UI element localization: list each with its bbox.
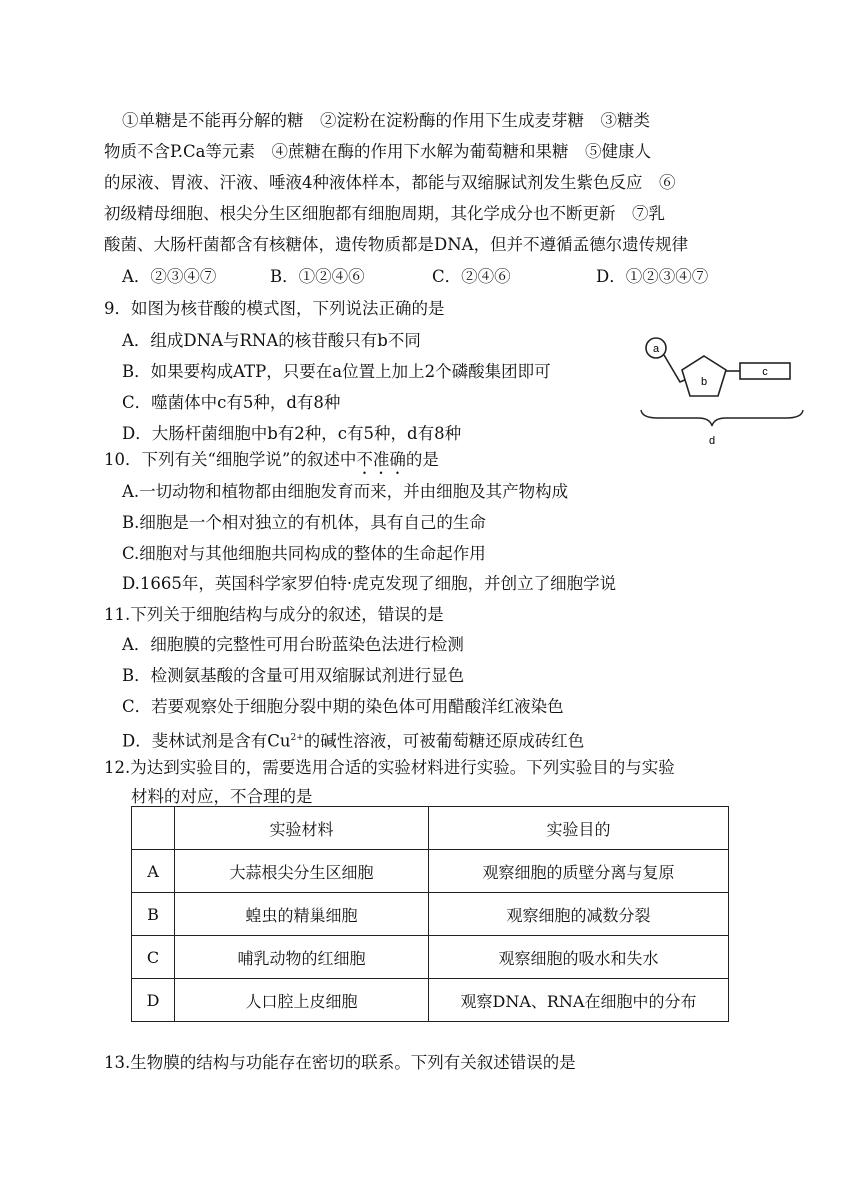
q11-option-d-superscript: 2+ [290, 733, 304, 743]
table-cell: C [132, 936, 175, 979]
experiment-table [131, 806, 729, 1022]
q9-option-d: D．大肠杆菌细胞中b有2种，c有5种，d有8种 [122, 424, 462, 443]
q8-option-a: A．②③④⑦ [122, 267, 217, 286]
q11-option-b: B．检测氨基酸的含量可用双缩脲试剂进行显色 [122, 666, 465, 685]
q11-option-a: A．细胞膜的完整性可用台盼蓝染色法进行检测 [122, 635, 464, 654]
q11-option-d [122, 727, 584, 753]
q8-statement-line-1: ①单糖是不能再分解的糖 ②淀粉在淀粉酶的作用下生成麦芽糖 ③糖类 [122, 111, 650, 130]
label-d: d [708, 435, 716, 447]
q10-stem-emphasis: 不准确 [356, 450, 406, 469]
table-cell: 观察细胞的减数分裂 [429, 893, 729, 936]
q9-option-c: C．噬菌体中c有5种，d有8种 [122, 393, 341, 412]
table-cell: 人口腔上皮细胞 [175, 979, 429, 1022]
q8-option-c: C．②④⑥ [432, 267, 511, 286]
table-cell: 观察细胞的吸水和失水 [429, 936, 729, 979]
q10-stem-pre: 10．下列有关“细胞学说”的叙述中 [104, 450, 357, 469]
q10-option-c: C.细胞对与其他细胞共同构成的整体的生命起作用 [122, 544, 486, 563]
table-row [132, 850, 729, 893]
table-header-cell: 实验材料 [175, 807, 429, 850]
q12-stem-line-1: 12.为达到实验目的，需要选用合适的实验材料进行实验。下列实验目的与实验 [104, 758, 675, 777]
table-cell: 观察细胞的质壁分离与复原 [429, 850, 729, 893]
table-cell: 观察DNA、RNA在细胞中的分布 [429, 979, 729, 1022]
q11-option-d-pre: D．斐林试剂是含有Cu [122, 731, 291, 751]
q10-stem [104, 449, 439, 478]
q9-stem: 9．如图为核苷酸的模式图，下列说法正确的是 [104, 299, 445, 318]
q8-statement-line-4: 初级精母细胞、根尖分生区细胞都有细胞周期，其化学成分也不断更新 ⑦乳 [104, 204, 665, 223]
q9-option-b: B．如果要构成ATP，只要在a位置上加上2个磷酸集团即可 [122, 362, 551, 381]
q11-option-c: C．若要观察处于细胞分裂中期的染色体可用醋酸洋红液染色 [122, 697, 564, 716]
table-header-cell [132, 807, 175, 850]
q8-option-d: D．①②③④⑦ [596, 267, 709, 286]
q9-option-a: A．组成DNA与RNA的核苷酸只有b不同 [122, 331, 421, 350]
table-header-row [132, 807, 729, 850]
table-cell: 大蒜根尖分生区细胞 [175, 850, 429, 893]
brace [641, 410, 803, 426]
table-cell: D [132, 979, 175, 1022]
table-row [132, 979, 729, 1022]
label-c: c [762, 366, 768, 378]
q10-option-d: D.1665年，英国科学家罗伯特·虎克发现了细胞，并创立了细胞学说 [122, 574, 617, 593]
q8-option-b: B．①②④⑥ [270, 267, 365, 286]
q10-stem-post: 的是 [405, 450, 439, 469]
label-a: a [652, 343, 660, 355]
table-row [132, 936, 729, 979]
table-cell: 哺乳动物的红细胞 [175, 936, 429, 979]
q8-statement-line-5: 酸菌、大肠杆菌都含有核糖体，遗传物质都是DNA，但并不遵循孟德尔遗传规律 [104, 235, 689, 254]
q13-stem: 13.生物膜的结构与功能存在密切的联系。下列有关叙述错误的是 [104, 1053, 576, 1072]
table-header-cell: 实验目的 [429, 807, 729, 850]
table-cell: A [132, 850, 175, 893]
q10-option-a: A.一切动物和植物都由细胞发育而来，并由细胞及其产物构成 [122, 482, 569, 501]
q8-statement-line-3: 的尿液、胃液、汗液、唾液4种液体样本，都能与双缩脲试剂发生紫色反应 ⑥ [104, 173, 676, 192]
label-b: b [700, 376, 708, 388]
q8-statement-line-2: 物质不含P.Ca等元素 ④蔗糖在酶的作用下水解为葡萄糖和果糖 ⑤健康人 [104, 142, 651, 161]
q11-option-d-post: 的碱性溶液，可被葡萄糖还原成砖红色 [303, 731, 585, 751]
q12-stem-line-2: 材料的对应，不合理的是 [131, 787, 313, 806]
table-row [132, 893, 729, 936]
q11-stem: 11.下列关于细胞结构与成分的叙述，错误的是 [104, 605, 444, 624]
table-cell: 蝗虫的精巢细胞 [175, 893, 429, 936]
q10-option-b: B.细胞是一个相对独立的有机体，具有自己的生命 [122, 513, 486, 532]
table-cell: B [132, 893, 175, 936]
nucleotide-diagram [638, 330, 808, 456]
